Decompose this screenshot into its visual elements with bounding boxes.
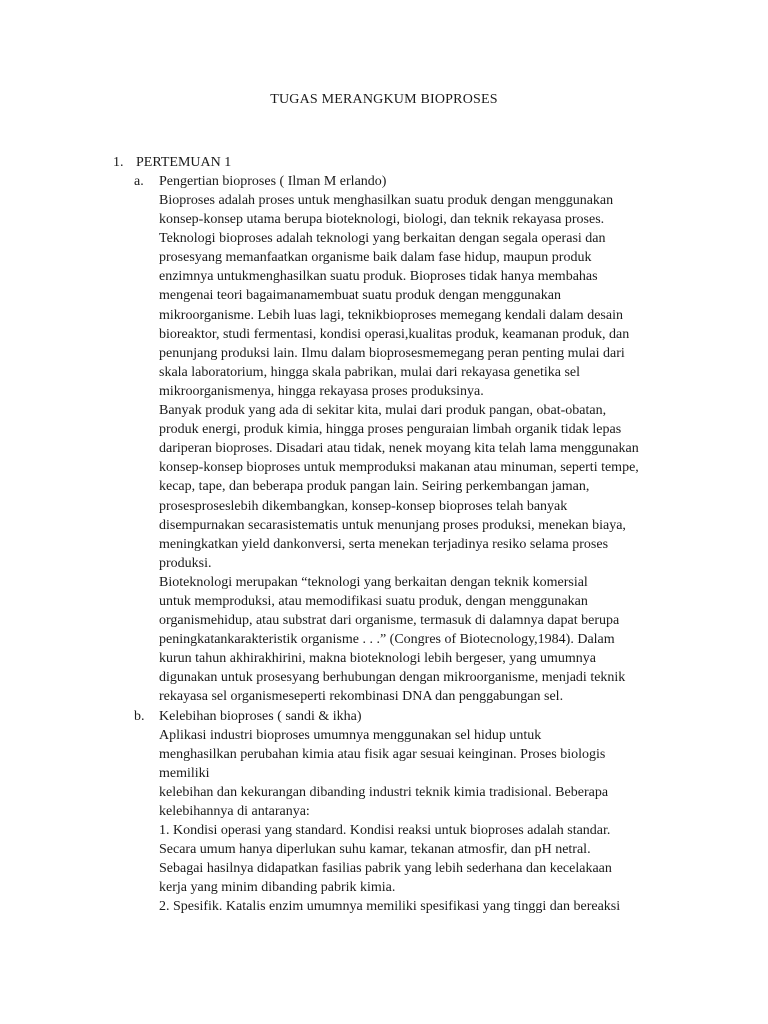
body-text-line: enzimnya untukmenghasilkan suatu produk. Bioproses tidak hanya membahas <box>159 269 598 285</box>
subsection-a-title: Pengertian bioproses ( Ilman M erlando) <box>159 174 387 189</box>
body-text-line: produk energi, produk kimia, hingga proses penguraian limbah organik tidak lepas <box>159 422 622 438</box>
body-text-line: 1. Kondisi operasi yang standard. Kondisi reaksi untuk bioproses adalah standar. <box>159 823 611 838</box>
body-text-line: dariperan bioproses. Disadari atau tidak, nenek moyang kita telah lama menggunakan <box>159 441 639 457</box>
body-text-line: peningkatankarakteristik organisme . . .” (Congres of Biotecnology,1984). Dalam <box>159 632 615 648</box>
subsection-a-heading <box>134 172 673 191</box>
body-text-line: Teknologi bioproses adalah teknologi yang berkaitan dengan segala operasi dan <box>159 231 606 247</box>
body-text-line: mengenai teori bagaimanamembuat suatu produk dengan menggunakan <box>159 288 561 304</box>
body-text-line: 2. Spesifik. Katalis enzim umumnya memiliki spesifikasi yang tinggi dan bereaksi <box>159 899 621 915</box>
subsection-b <box>113 707 673 917</box>
body-text-line: produksi. <box>159 555 212 571</box>
body-text-line: prosesproseslebih dikembangkan, konsep-konsep bioproses telah banyak <box>159 498 568 514</box>
body-text-line: untuk memproduksi, atau memodifikasi suatu produk, dengan menggunakan <box>159 593 588 609</box>
subsection-b-title: Kelebihan bioproses ( sandi & ikha) <box>159 708 362 724</box>
body-text-line: prosesyang memanfaatkan organisme baik dalam fase hidup, maupun produk <box>159 250 592 266</box>
body-text-line: Sebagai hasilnya didapatkan fasilias pabrik yang lebih sederhana dan kecelakaan <box>159 861 612 877</box>
body-text-line: mikroorganismenya, hingga rekayasa proses produksinya. <box>159 383 484 399</box>
section-title: PERTEMUAN 1 <box>136 155 232 170</box>
body-text-line: kelebihan dan kekurangan dibanding industri teknik kimia tradisional. Beberapa <box>159 784 609 800</box>
body-text-line: kecap, tape, dan beberapa produk pangan lain. Seiring perkembangan jaman, <box>159 479 590 495</box>
body-text-line: meningkatkan yield dankonversi, serta menekan terjadinya resiko selama proses <box>159 536 609 552</box>
body-text-line: menghasilkan perubahan kimia atau fisik agar sesuai keinginan. Proses biologis <box>159 746 606 762</box>
section-pertemuan-1 <box>113 153 673 916</box>
body-text-line: Bioteknologi merupakan “teknologi yang berkaitan dengan teknik komersial <box>159 574 588 590</box>
section-number: 1. <box>113 155 124 170</box>
subsection-a <box>113 172 673 707</box>
body-text-line: disempurnakan secarasistematis untuk menunjang proses produksi, menekan biaya, <box>159 517 626 533</box>
body-text-line: organismehidup, atau substrat dari organisme, termasuk di dalamnya dapat berupa <box>159 613 620 629</box>
body-text-line: Secara umum hanya diperlukan suhu kamar, tekanan atmosfir, dan pH netral. <box>159 842 591 858</box>
body-text-line: konsep-konsep bioproses untuk memproduksi makanan atau minuman, seperti tempe, <box>159 460 639 476</box>
body-text-line: digunakan untuk prosesyang berhubungan dengan mikroorganisme, menjadi teknik <box>159 670 626 686</box>
body-text-line: memiliki <box>159 765 210 781</box>
body-text-line: rekayasa sel organismeseperti rekombinasi DNA dan penggabungan sel. <box>159 689 564 705</box>
body-text-line: Banyak produk yang ada di sekitar kita, mulai dari produk pangan, obat-obatan, <box>159 403 607 419</box>
body-text-line: kelebihannya di antaranya: <box>159 803 310 819</box>
body-text-line: mikroorganisme. Lebih luas lagi, teknikbioproses memegang kendali dalam desain <box>159 307 623 323</box>
subsection-b-heading <box>134 707 673 726</box>
body-text-line: penunjang produksi lain. Ilmu dalam bioprosesmemegang peran penting mulai dari <box>159 345 625 361</box>
subsection-b-letter: b. <box>134 708 145 724</box>
body-text-line: konsep-konsep utama berupa bioteknologi, biologi, dan teknik rekayasa proses. <box>159 212 605 228</box>
document-title: TUGAS MERANGKUM BIOPROSES <box>270 92 498 107</box>
body-text-line: Bioproses adalah proses untuk menghasilkan suatu produk dengan menggunakan <box>159 193 614 208</box>
body-text-line: skala laboratorium, hingga skala pabrikan, mulai dari rekayasa genetika sel <box>159 364 581 380</box>
body-text-line: kerja yang minim dibanding pabrik kimia. <box>159 880 396 896</box>
subsection-b-body <box>159 726 673 917</box>
body-text-line: kurun tahun akhirakhirini, makna bioteknologi lebih bergeser, yang umumnya <box>159 651 596 667</box>
body-text-line: Aplikasi industri bioproses umumnya menggunakan sel hidup untuk <box>159 727 542 743</box>
subsection-a-body <box>159 191 673 707</box>
section-heading <box>113 153 673 172</box>
subsection-a-letter: a. <box>134 174 144 189</box>
body-text-line: bioreaktor, studi fermentasi, kondisi operasi,kualitas produk, keamanan produk, dan <box>159 326 630 342</box>
